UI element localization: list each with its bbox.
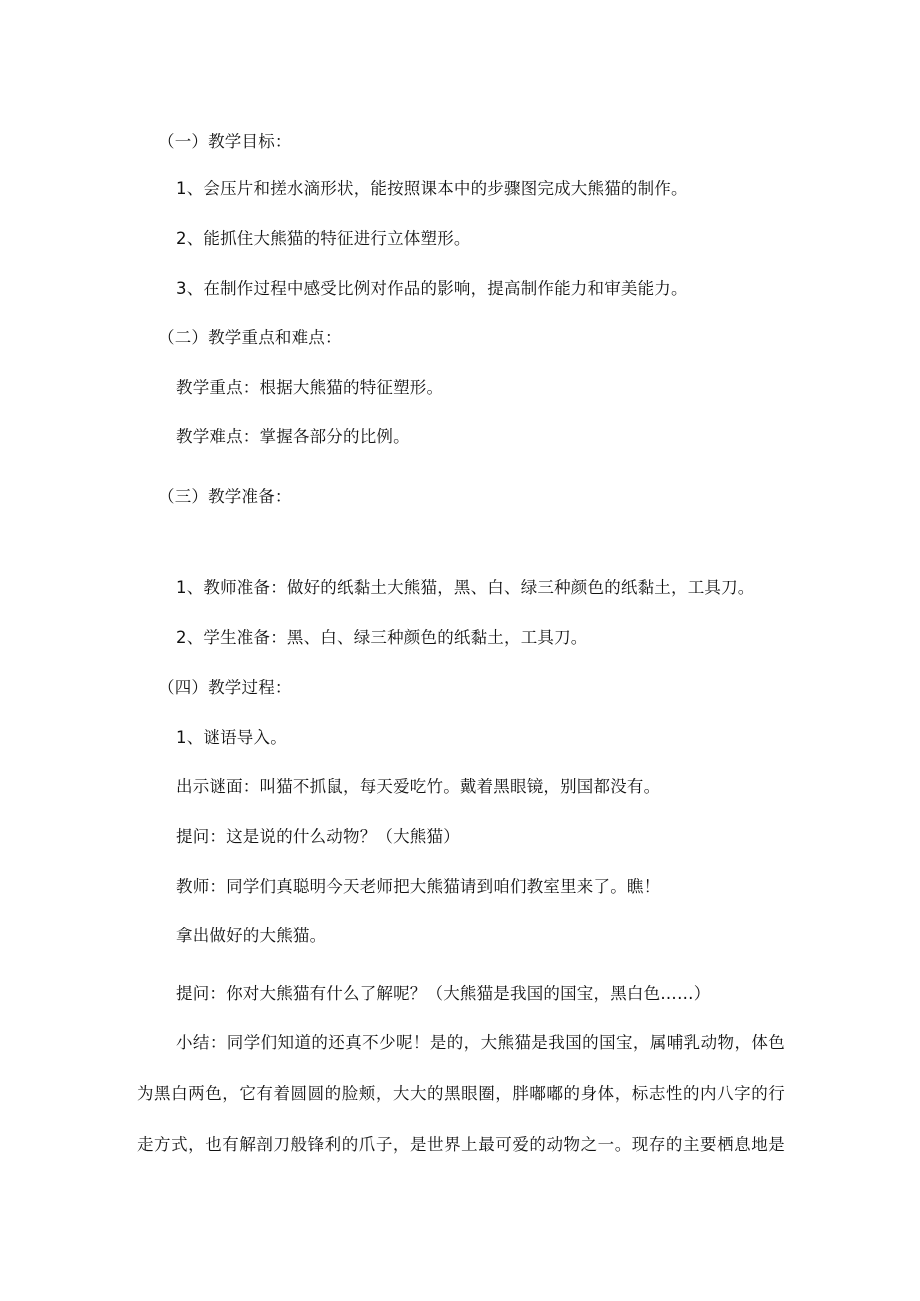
summary-line-3: 走方式，也有解剖刀般锋利的爪子，是世界上最可爱的动物之一。现存的主要栖息地是: [137, 1135, 785, 1154]
summary-line-1: 小结：同学们知道的还真不少呢！是的，大熊猫是我国的国宝，属哺乳动物，体色: [176, 1033, 785, 1052]
action-line: 拿出做好的大熊猫。: [176, 926, 327, 945]
riddle-text: 出示谜面：叫猫不抓鼠，每天爱吃竹。戴着黑眼镜，别国都没有。: [176, 777, 661, 796]
objective-item-2: 2、能抓住大熊猫的特征进行立体塑形。: [176, 229, 471, 248]
objective-item-3: 3、在制作过程中感受比例对作品的影响，提高制作能力和审美能力。: [176, 279, 688, 298]
teacher-line: 教师：同学们真聪明今天老师把大熊猫请到咱们教室里来了。瞧！: [176, 877, 661, 896]
summary-line-2: 为黑白两色，它有着圆圆的脸颊，大大的黑眼圈，胖嘟嘟的身体，标志性的内八字的行: [137, 1084, 785, 1103]
student-preparation: 2、学生准备：黑、白、绿三种颜色的纸黏土，工具刀。: [176, 628, 588, 647]
teacher-preparation: 1、教师准备：做好的纸黏土大熊猫，黑、白、绿三种颜色的纸黏土，工具刀。: [176, 578, 755, 597]
section1-heading: （一）教学目标：: [158, 132, 292, 151]
question-1: 提问：这是说的什么动物？（大熊猫）: [176, 827, 460, 846]
section2-heading: （二）教学重点和难点：: [158, 328, 342, 347]
section3-heading: （三）教学准备：: [158, 487, 292, 506]
question-2: 提问：你对大熊猫有什么了解呢？（大熊猫是我国的国宝，黑白色……）: [176, 984, 711, 1003]
section4-heading: （四）教学过程：: [158, 678, 292, 697]
step-1: 1、谜语导入。: [176, 728, 287, 747]
objective-item-1: 1、会压片和搓水滴形状，能按照课本中的步骤图完成大熊猫的制作。: [176, 179, 688, 198]
key-point: 教学重点：根据大熊猫的特征塑形。: [176, 378, 444, 397]
difficult-point: 教学难点：掌握各部分的比例。: [176, 427, 410, 446]
